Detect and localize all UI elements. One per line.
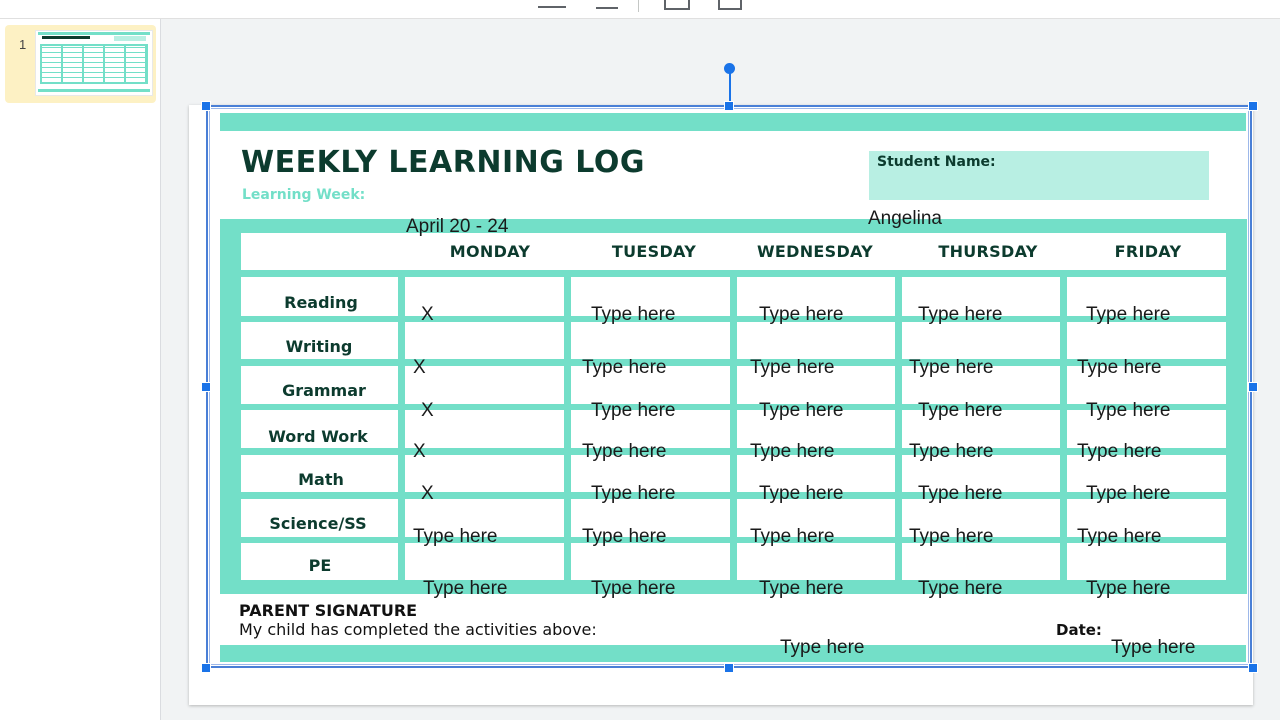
- thumb-name-box: [114, 36, 146, 41]
- entry-writing-monday[interactable]: X: [413, 357, 426, 378]
- resize-handle-bottom-right[interactable]: [1248, 663, 1258, 673]
- entry-reading-friday[interactable]: Type here: [1086, 304, 1171, 325]
- table-cell: [902, 322, 1060, 359]
- entry-math-tuesday[interactable]: Type here: [591, 483, 676, 504]
- entry-math-monday[interactable]: X: [421, 483, 434, 504]
- entry-science-monday[interactable]: Type here: [413, 526, 498, 547]
- slide-number: 1: [19, 37, 27, 52]
- page-title: WEEKLY LEARNING LOG: [241, 145, 645, 180]
- date-input[interactable]: Type here: [1111, 637, 1196, 658]
- signature-input[interactable]: Type here: [780, 637, 865, 658]
- align-icon[interactable]: [596, 0, 618, 9]
- date-label: Date:: [1056, 621, 1102, 639]
- slide-thumbnail-1[interactable]: [5, 25, 156, 103]
- slide-filmstrip: [0, 19, 161, 720]
- table-cell: [405, 366, 564, 404]
- day-header-tuesday: TUESDAY: [611, 242, 697, 261]
- pen-icon[interactable]: [538, 0, 566, 8]
- resize-handle-bottom-left[interactable]: [201, 663, 211, 673]
- entry-grammar-thursday[interactable]: Type here: [918, 400, 1003, 421]
- entry-math-friday[interactable]: Type here: [1086, 483, 1171, 504]
- table-cell: [405, 322, 564, 359]
- table-cell: [737, 322, 895, 359]
- table-cell: [1067, 322, 1226, 359]
- table-cell: [902, 543, 1060, 580]
- replace-image-icon[interactable]: [718, 0, 742, 10]
- entry-reading-thursday[interactable]: Type here: [918, 304, 1003, 325]
- entry-word-work-monday[interactable]: X: [413, 441, 426, 462]
- entry-grammar-tuesday[interactable]: Type here: [591, 400, 676, 421]
- entry-pe-thursday[interactable]: Type here: [918, 578, 1003, 599]
- entry-grammar-friday[interactable]: Type here: [1086, 400, 1171, 421]
- table-cell: [1067, 543, 1226, 580]
- entry-grammar-monday[interactable]: X: [421, 400, 434, 421]
- thumb-grid: [40, 44, 148, 84]
- day-header-friday: FRIDAY: [1114, 242, 1182, 261]
- entry-writing-friday[interactable]: Type here: [1077, 357, 1162, 378]
- entry-science-wednesday[interactable]: Type here: [750, 526, 835, 547]
- entry-word-work-tuesday[interactable]: Type here: [582, 441, 667, 462]
- entry-math-thursday[interactable]: Type here: [918, 483, 1003, 504]
- entry-pe-wednesday[interactable]: Type here: [759, 578, 844, 599]
- top-accent-bar: [220, 113, 1246, 131]
- entry-word-work-thursday[interactable]: Type here: [909, 441, 994, 462]
- parent-signature-label: PARENT SIGNATURE: [239, 601, 418, 620]
- entry-reading-tuesday[interactable]: Type here: [591, 304, 676, 325]
- parent-statement: My child has completed the activities above:: [239, 620, 597, 639]
- subject-grammar: Grammar: [282, 381, 366, 400]
- day-header-wednesday: WEDNESDAY: [756, 242, 874, 261]
- entry-word-work-wednesday[interactable]: Type here: [750, 441, 835, 462]
- slide-thumbnail-preview: [35, 30, 153, 96]
- resize-handle-top-left[interactable]: [201, 101, 211, 111]
- resize-handle-left[interactable]: [201, 382, 211, 392]
- resize-handle-right[interactable]: [1248, 382, 1258, 392]
- crop-icon[interactable]: [664, 0, 690, 10]
- entry-pe-monday[interactable]: Type here: [423, 578, 508, 599]
- table-cell: [571, 322, 730, 359]
- rotate-handle[interactable]: [724, 63, 735, 74]
- bottom-accent-bar: [220, 645, 1246, 662]
- entry-word-work-friday[interactable]: Type here: [1077, 441, 1162, 462]
- subject-word-work: Word Work: [268, 427, 368, 446]
- thumb-top-bar: [38, 32, 150, 35]
- entry-reading-monday[interactable]: X: [421, 304, 434, 325]
- resize-handle-top-right[interactable]: [1248, 101, 1258, 111]
- entry-grammar-wednesday[interactable]: Type here: [759, 400, 844, 421]
- entry-science-friday[interactable]: Type here: [1077, 526, 1162, 547]
- learning-week-input[interactable]: April 20 - 24: [406, 216, 509, 237]
- resize-handle-bottom[interactable]: [724, 663, 734, 673]
- student-name-label: Student Name:: [877, 154, 996, 170]
- entry-writing-thursday[interactable]: Type here: [909, 357, 994, 378]
- entry-science-thursday[interactable]: Type here: [909, 526, 994, 547]
- subject-math: Math: [298, 470, 344, 489]
- toolbar: [0, 0, 1280, 19]
- entry-pe-tuesday[interactable]: Type here: [591, 578, 676, 599]
- subject-writing: Writing: [285, 337, 353, 356]
- entry-writing-tuesday[interactable]: Type here: [582, 357, 667, 378]
- entry-writing-wednesday[interactable]: Type here: [750, 357, 835, 378]
- student-name-input[interactable]: Angelina: [868, 208, 942, 229]
- subject-science-ss: Science/SS: [269, 514, 367, 533]
- learning-week-label: Learning Week:: [242, 187, 366, 203]
- resize-handle-top[interactable]: [724, 101, 734, 111]
- table-cell: [737, 543, 895, 580]
- subject-reading: Reading: [284, 293, 358, 312]
- thumb-title: [42, 36, 90, 39]
- thumb-bottom-bar: [38, 89, 150, 92]
- table-cell: [571, 543, 730, 580]
- entry-math-wednesday[interactable]: Type here: [759, 483, 844, 504]
- day-header-monday: MONDAY: [449, 242, 531, 261]
- entry-pe-friday[interactable]: Type here: [1086, 578, 1171, 599]
- table-cell: [405, 543, 564, 580]
- entry-science-tuesday[interactable]: Type here: [582, 526, 667, 547]
- toolbar-divider: [638, 0, 639, 12]
- subject-pe: PE: [308, 556, 332, 575]
- day-header-thursday: THURSDAY: [938, 242, 1038, 261]
- entry-reading-wednesday[interactable]: Type here: [759, 304, 844, 325]
